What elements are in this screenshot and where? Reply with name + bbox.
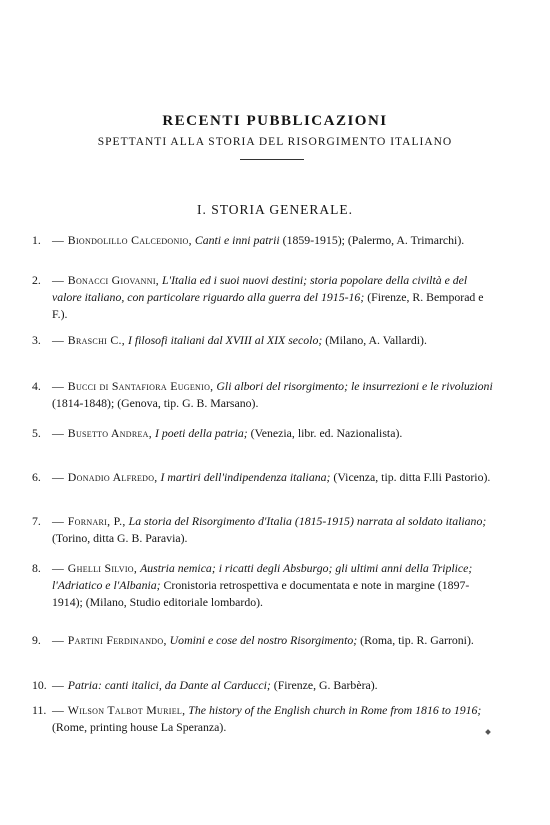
entry-author: Bucci di Santafiora Eugenio,	[67, 379, 214, 393]
bibliography-entry: 4. — Bucci di Santafiora Eugenio, Gli albori del risorgimento; le insurrezioni e le rivoluzioni (1814-1848); (Genova, tip. G. B. Marsano).	[32, 379, 493, 410]
entry-details: (Roma, tip. R. Garroni).	[360, 633, 474, 647]
bibliography-entry: 9. — Partini Ferdinando, Uomini e cose del nostro Risorgimento; (Roma, tip. R. Garroni).	[32, 633, 474, 647]
entry-title: I poeti della patria;	[154, 426, 248, 440]
entry-author: Wilson Talbot Muriel,	[67, 703, 186, 717]
bibliography-entry: 8. — Ghelli Silvio, Austria nemica; i ricatti degli Absburgo; gli ultimi anni della Triplice; l'Adriatico e l'Albania; Cronistoria retrospettiva e documentata e note in margine (1897-1914); (Milano, Studio editoriale lombardo).	[32, 561, 473, 609]
entry-number: 4.	[32, 379, 41, 393]
entry-number: 1.	[32, 233, 41, 247]
entry-title: I filosofi italiani dal XVIII al XIX secolo;	[127, 333, 323, 347]
entry-title: La storia del Risorgimento d'Italia (1815-1915) narrata al soldato italiano;	[128, 514, 487, 528]
entry-details: (1814-1848); (Genova, tip. G. B. Marsano).	[52, 396, 259, 410]
entry-author: Donadio Alfredo,	[67, 470, 158, 484]
entry-number: 6.	[32, 470, 41, 484]
entry-author: Bonacci Giovanni,	[67, 273, 160, 287]
entry-title: Austria nemica; i ricatti degli Absburgo; gli ultimi anni della Triplice; l'Adriatico e l'Albania;	[52, 561, 473, 592]
entry-details: (1859-1915); (Palermo, A. Trimarchi).	[282, 233, 465, 247]
page-subtitle: SPETTANTI ALLA STORIA DEL RISORGIMENTO ITALIANO	[97, 136, 453, 148]
entry-title: Gli albori del risorgimento; le insurrezioni e le rivoluzioni	[216, 379, 493, 393]
bibliography-entry: 5. — Busetto Andrea, I poeti della patria; (Venezia, libr. ed. Nazionalista).	[32, 426, 403, 440]
section-heading: I. STORIA GENERALE.	[197, 202, 353, 217]
title-divider	[240, 159, 304, 160]
entry-title: Uomini e cose del nostro Risorgimento;	[169, 633, 358, 647]
entry-title: Canti e inni patrii	[194, 233, 280, 247]
entry-number: 11.	[32, 703, 47, 717]
bibliography-entry: 1. — Biondolillo Calcedonio, Canti e inni patrii (1859-1915); (Palermo, A. Trimarchi).	[32, 233, 465, 247]
entry-details: (Torino, ditta G. B. Paravia).	[52, 531, 188, 545]
entry-author: Partini Ferdinando,	[67, 633, 167, 647]
entry-author: Ghelli Silvio,	[67, 561, 138, 575]
bibliography-entry: 3. — Braschi C., I filosofi italiani dal XVIII al XIX secolo; (Milano, A. Vallardi).	[32, 333, 427, 347]
entry-author: Busetto Andrea,	[67, 426, 153, 440]
entry-title: Patria: canti italici, da Dante al Carducci;	[67, 678, 271, 692]
entry-author: Braschi C.,	[67, 333, 126, 347]
entry-details: (Venezia, libr. ed. Nazionalista).	[250, 426, 403, 440]
entry-number: 9.	[32, 633, 41, 647]
entry-number: 8.	[32, 561, 41, 575]
entry-details: (Milano, A. Vallardi).	[325, 333, 427, 347]
page-title: RECENTI PUBBLICAZIONI	[162, 113, 388, 129]
entry-title: The history of the English church in Rome from 1816 to 1916;	[188, 703, 482, 717]
entry-details: Cronistoria retrospettiva e documentata e note in margine (1897-1914); (Milano, Studio editoriale lombardo).	[52, 578, 470, 609]
entry-details: (Vicenza, tip. ditta F.lli Pastorio).	[333, 470, 491, 484]
entry-author: Biondolillo Calcedonio,	[67, 233, 192, 247]
entry-number: 2.	[32, 273, 41, 287]
bibliography-entry: 7. — Fornari, P., La storia del Risorgimento d'Italia (1815-1915) narrata al soldato italiano; (Torino, ditta G. B. Paravia).	[32, 514, 487, 545]
entry-number: 5.	[32, 426, 41, 440]
entry-title: I martiri dell'indipendenza italiana;	[160, 470, 331, 484]
entry-number: 3.	[32, 333, 41, 347]
entry-details: (Firenze, G. Barbèra).	[273, 678, 378, 692]
bibliography-entry: 10. — Patria: canti italici, da Dante al Carducci; (Firenze, G. Barbèra).	[32, 678, 378, 692]
entry-details: (Rome, printing house La Speranza).	[52, 720, 227, 734]
entry-number: 7.	[32, 514, 41, 528]
entry-details: (Firenze, R. Bemporad e F.).	[52, 290, 484, 321]
bibliography-entry: 11. — Wilson Talbot Muriel, The history of the English church in Rome from 1816 to 1916; (Rome, printing house La Speranza).	[32, 703, 482, 734]
entry-title: L'Italia ed i suoi nuovi destini; storia popolare della civiltà e del valore italiano, con particolare riguardo alla guerra del 1915-16;	[52, 273, 468, 304]
bibliography-entry: 2. — Bonacci Giovanni, L'Italia ed i suoi nuovi destini; storia popolare della civiltà e del valore italiano, con particolare riguardo alla guerra del 1915-16; (Firenze, R. Bemporad e F.).	[32, 273, 484, 321]
bibliography-entry: 6. — Donadio Alfredo, I martiri dell'indipendenza italiana; (Vicenza, tip. ditta F.lli Pastorio).	[32, 470, 491, 484]
entry-number: 10.	[32, 678, 47, 692]
entry-author: Fornari, P.,	[67, 514, 126, 528]
